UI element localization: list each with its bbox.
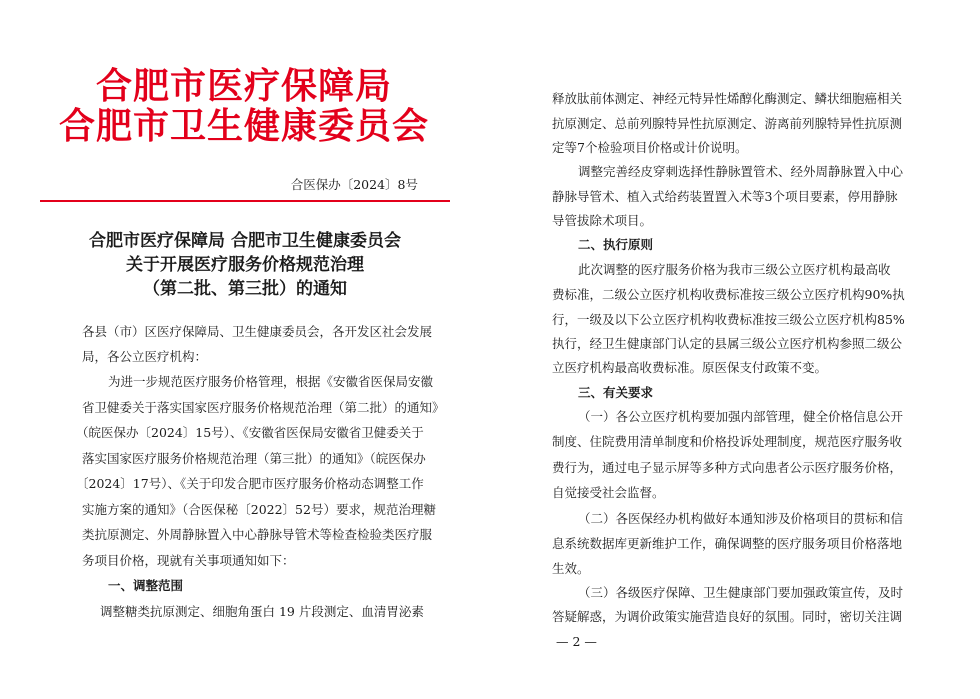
right-body-line: 制度、住院费用清单制度和价格投诉处理制度，规范医疗服务收	[552, 434, 903, 449]
right-body-line: 静脉导管术、植入式给药装置置入术等3个项目要素，停用静脉	[552, 189, 898, 204]
right-body-line: （三）各级医疗保障、卫生健康部门要加强政策宣传，及时	[578, 585, 904, 600]
right-body-line: 导管拔除术项目。	[552, 213, 653, 228]
right-body-line: 抗原测定、总前列腺特异性抗原测定、游离前列腺特异性抗原测	[552, 116, 903, 131]
right-body-line: 费标准，二级公立医疗机构收费标准按三级公立医疗机构90%执	[552, 287, 905, 302]
right-body-line: 息系统数据库更新维护工作，确保调整的医疗服务项目价格落地	[552, 536, 903, 551]
right-body-line: 费行为，通过电子显示屏等多种方式向患者公示医疗服务价格，	[552, 460, 903, 475]
right-body-line: 行，一级及以下公立医疗机构收费标准按三级公立医疗机构85%	[552, 312, 905, 327]
left-body-line: 各县（市）区医疗保障局、卫生健康委员会，各开发区社会发展	[82, 324, 433, 339]
left-body-line: 实施方案的通知》（合医保秘〔2022〕52号）要求，规范治理糖	[82, 502, 436, 517]
right-body-line: 此次调整的医疗服务价格为我市三级公立医疗机构最高收	[578, 262, 891, 277]
title-line-3: （第二批、第三批）的通知	[143, 279, 347, 299]
title-line-1: 合肥市医疗保障局 合肥市卫生健康委员会	[89, 231, 401, 251]
left-body-line: 局，各公立医疗机构：	[82, 349, 208, 364]
left-body-line: 调整糖类抗原测定、细胞角蛋白 19 片段测定、血清胃泌素	[100, 604, 424, 619]
right-body-line: 答疑解惑，为调价政策实施营造良好的氛围。同时，密切关注调	[552, 609, 903, 624]
agency-header-line-1: 合肥市医疗保障局	[95, 65, 392, 107]
right-body-line: （二）各医保经办机构做好本通知涉及价格项目的贯标和信	[578, 511, 904, 526]
right-body-line: 立医疗机构最高收费标准。原医保支付政策不变。	[552, 360, 828, 375]
agency-header-line-2: 合肥市卫生健康委员会	[58, 105, 429, 147]
left-body-line: 落实国家医疗服务价格规范治理（第三批）的通知》（皖医保办	[82, 451, 426, 466]
left-body-line: （皖医保办〔2024〕15号）、《安徽省医保局安徽省卫健委关于	[76, 425, 424, 440]
document-number: 合医保办〔2024〕8号	[290, 177, 418, 192]
left-body-line: 省卫健委关于落实国家医疗服务价格规范治理（第二批）的通知》	[82, 400, 445, 415]
right-body-line: （一）各公立医疗机构要加强内部管理，健全价格信息公开	[578, 409, 904, 424]
section-heading-scope: 一、调整范围	[108, 578, 184, 593]
right-body-line: 调整完善经皮穿刺选择性静脉置管术、经外周静脉置入中心	[578, 164, 904, 179]
left-body-line: 为进一步规范医疗服务价格管理，根据《安徽省医保局安徽	[108, 374, 434, 389]
left-body-line: 务项目价格，现就有关事项通知如下：	[82, 553, 295, 568]
right-body-line: 自觉接受社会监督。	[552, 485, 665, 500]
section-heading-requirements: 三、有关要求	[578, 385, 654, 400]
right-body-line: 生效。	[552, 561, 590, 576]
left-body-line: 〔2024〕17号）、《关于印发合肥市医疗服务价格动态调整工作	[76, 476, 424, 491]
left-body-line: 类抗原测定、外周静脉置入中心静脉导管术等检查检验类医疗服	[82, 527, 433, 542]
section-heading-principle: 二、执行原则	[578, 237, 654, 252]
right-body-line: 释放肽前体测定、神经元特异性烯醇化酶测定、鳞状细胞癌相关	[552, 91, 903, 106]
right-body-line: 定等7个检验项目价格或计价说明。	[552, 140, 748, 155]
red-divider	[40, 200, 450, 202]
right-body-line: 执行，经卫生健康部门认定的县属三级公立医疗机构参照二级公	[552, 336, 903, 351]
title-line-2: 关于开展医疗服务价格规范治理	[126, 255, 364, 275]
right-page	[490, 0, 980, 699]
page-number: — 2 —	[556, 634, 597, 649]
